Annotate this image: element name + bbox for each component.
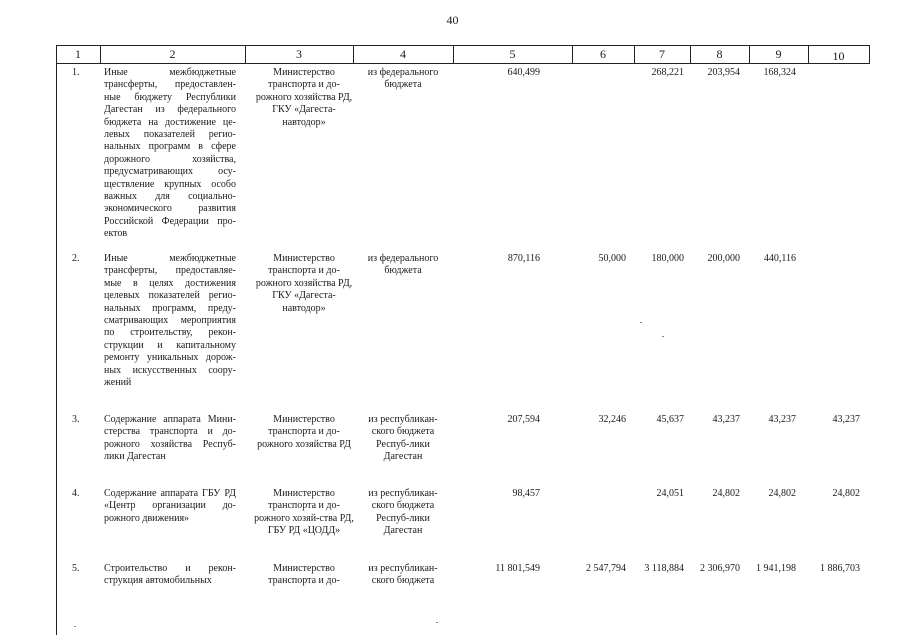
row-1-col9: 168,324 — [763, 67, 796, 78]
row-2-source: из федерального бюджета — [367, 253, 439, 277]
row-4-col8: 24,802 — [712, 488, 740, 499]
page-number: 40 — [446, 13, 459, 27]
row-2-number: 2. — [72, 253, 80, 264]
row-4-col7: 24,051 — [656, 488, 684, 499]
row-3-col7: 45,637 — [656, 414, 684, 425]
header-col-1: 1 — [75, 47, 81, 61]
col-line-10 — [869, 45, 870, 63]
row-4-number: 4. — [72, 488, 80, 499]
row-5-executor: Министерство транспорта и до- — [268, 563, 340, 587]
col-line-0 — [56, 45, 57, 635]
row-4-col5: 98,457 — [512, 488, 540, 499]
row-3-source: из республикан-ского бюджета Респуб-лики Дагестан — [368, 414, 438, 463]
budget-table — [56, 45, 870, 635]
row-3-number: 3. — [72, 414, 80, 425]
row-4-name: Содержание аппарата ГБУ РД «Центр организации до-рожного движения» — [104, 488, 236, 524]
scan-speck — [74, 626, 76, 627]
row-1-col8: 203,954 — [707, 67, 740, 78]
row-4-col10: 24,802 — [832, 488, 860, 499]
row-3-col8: 43,237 — [712, 414, 740, 425]
row-3-executor: Министерство транспорта и до-рожного хозяйства РД — [257, 414, 351, 450]
row-3-name: Содержание аппарата Мини-стерства транспорта и до-рожного хозяйства Респуб-лики Дагестан — [104, 414, 236, 463]
row-3-col5: 207,594 — [507, 414, 540, 425]
header-bottom-line — [56, 63, 870, 64]
row-5-col6: 2 547,794 — [586, 563, 626, 574]
row-2-col7: 180,000 — [651, 253, 684, 264]
row-2-col6: 50,000 — [598, 253, 626, 264]
header-col-5: 5 — [509, 47, 516, 61]
scan-speck — [640, 322, 642, 323]
row-1-col5: 640,499 — [507, 67, 540, 78]
row-4-col9: 24,802 — [768, 488, 796, 499]
row-1-executor: Министерство транспорта и до-рожного хозяйства РД, ГКУ «Дагеста-навтодор» — [255, 67, 353, 128]
header-col-2: 2 — [169, 47, 176, 61]
row-5-col5: 11 801,549 — [495, 563, 540, 574]
row-1-name: Иные межбюджетные трансферты, предоставлен-ные бюджету Республики Дагестан из федерального бюджета на достижение це-левых показателей регио-нальных программ в сфере дорожного хозяйства, предусматривающих осу-ществление крупных особо важных для социально-экономического развития Российской Федерации про-ектов — [104, 67, 236, 240]
header-col-9: 9 — [775, 47, 782, 61]
header-col-7: 7 — [659, 47, 665, 61]
scan-speck — [436, 622, 438, 623]
header-col-4: 4 — [400, 47, 406, 61]
row-5-col9: 1 941,198 — [756, 563, 796, 574]
row-5-col10: 1 886,703 — [820, 563, 860, 574]
row-3-col10: 43,237 — [832, 414, 860, 425]
row-5-name: Строительство и рекон-струкция автомобильных — [104, 563, 236, 587]
scan-speck — [662, 336, 664, 337]
header-col-3: 3 — [296, 47, 302, 61]
header-col-10: 10 — [832, 49, 845, 63]
row-1-number: 1. — [72, 67, 80, 78]
row-4-source: из республикан-ского бюджета Респуб-лики Дагестан — [368, 488, 438, 537]
row-4-executor: Министерство транспорта и до-рожного хозяй-ства РД, ГБУ РД «ЦОДД» — [254, 488, 354, 537]
row-1-col7: 268,221 — [651, 67, 684, 78]
row-2-col5: 870,116 — [507, 253, 540, 264]
row-2-executor: Министерство транспорта и до-рожного хозяйства РД, ГКУ «Дагеста-навтодор» — [255, 253, 353, 314]
row-2-col9: 440,116 — [763, 253, 796, 264]
header-col-8: 8 — [716, 47, 723, 61]
row-5-col7: 3 118,884 — [644, 563, 684, 574]
row-5-number: 5. — [72, 563, 80, 574]
row-3-col6: 32,246 — [598, 414, 626, 425]
row-3-col9: 43,237 — [768, 414, 796, 425]
header-col-6: 6 — [600, 47, 606, 61]
row-5-col8: 2 306,970 — [700, 563, 740, 574]
row-2-name: Иные межбюджетные трансферты, предоставляе-мые в целях достижения целевых показателей регио-нальных программ, преду-сматривающих мероприятия по строительству, рекон-струкции и капитальному ремонту уникальных дорож-ных искусственных соору-жений — [104, 253, 236, 389]
row-1-source: из федерального бюджета — [367, 67, 439, 91]
row-2-col8: 200,000 — [707, 253, 740, 264]
row-5-source: из республикан-ского бюджета — [368, 563, 438, 587]
